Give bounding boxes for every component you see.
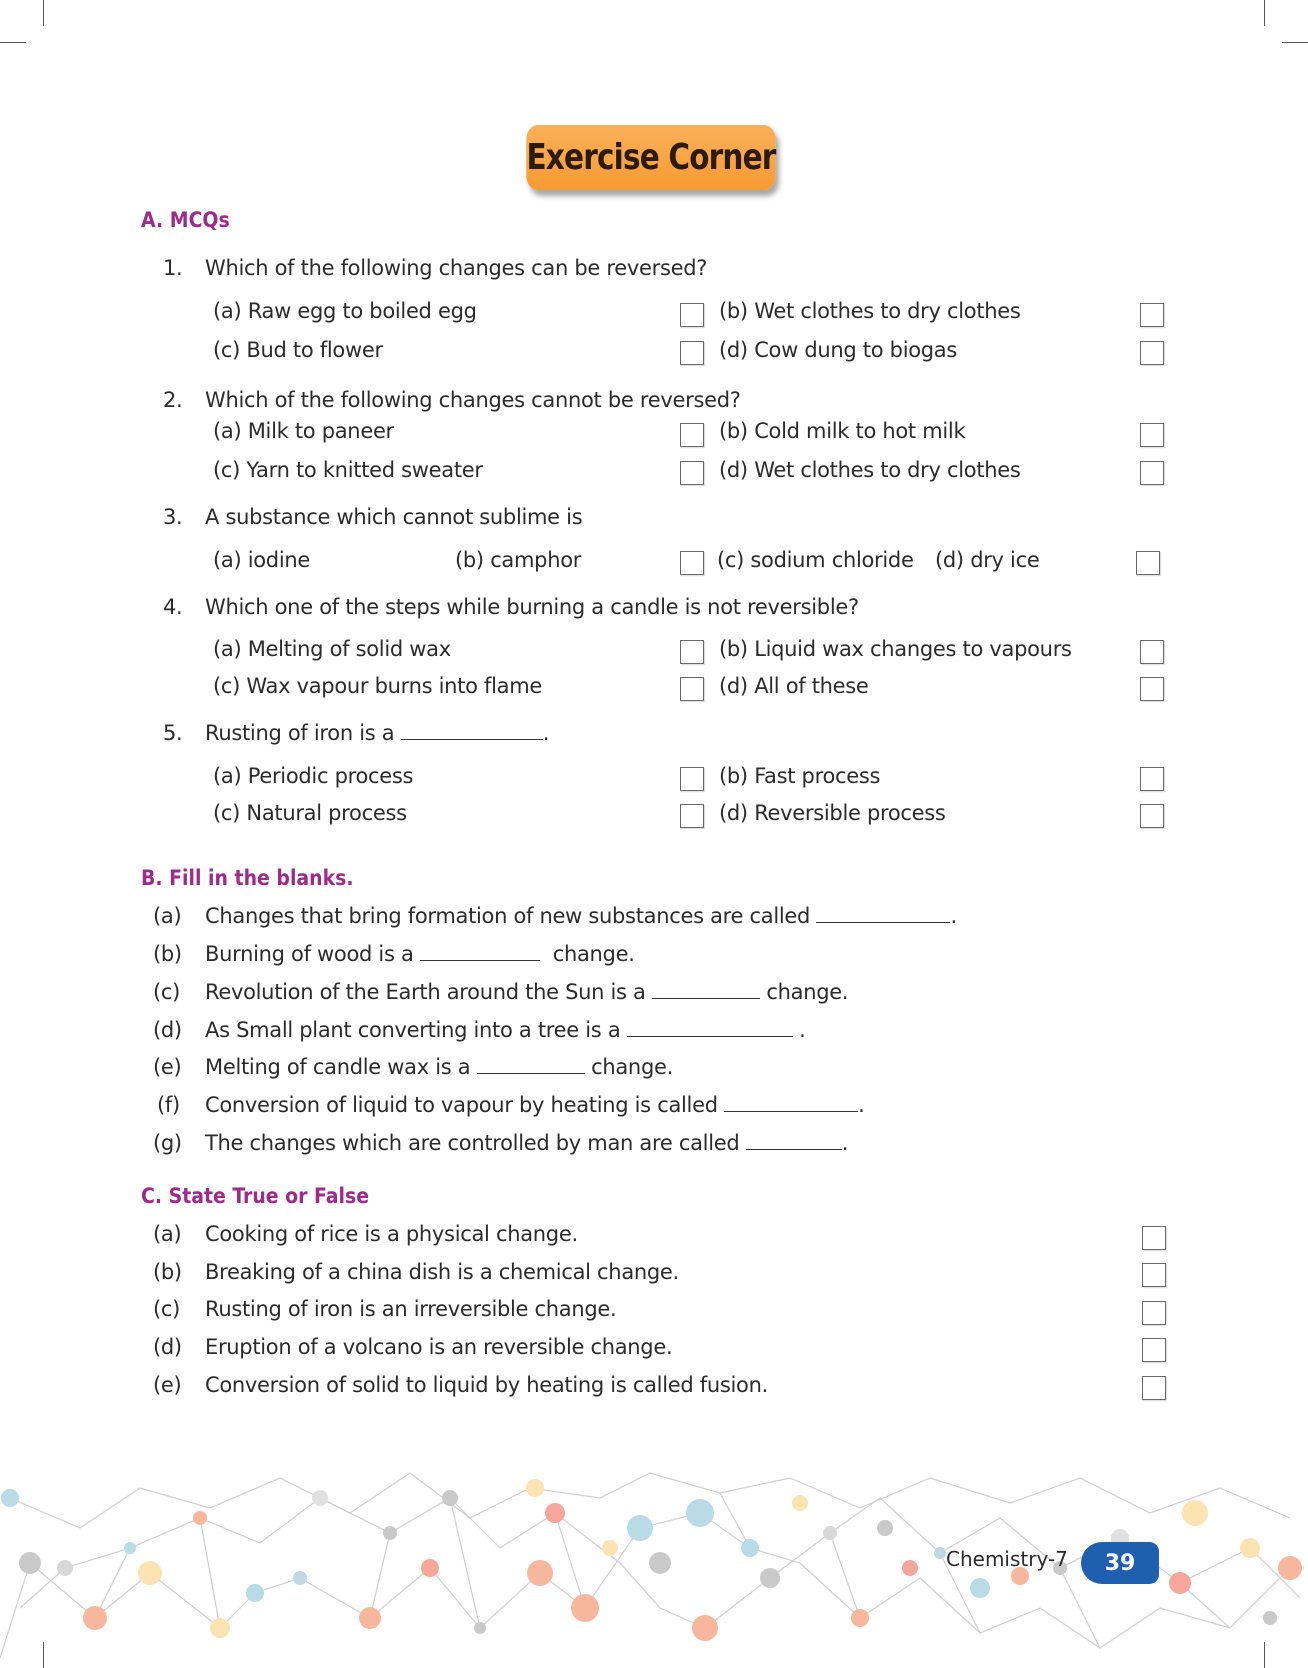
option-label: (c) Bud to flower [213,338,383,362]
option-label: (c) Natural process [213,801,407,825]
answer-blank[interactable] [816,904,950,923]
option-label: (c) sodium chloride [717,548,914,572]
answer-checkbox[interactable] [1140,461,1164,485]
option-label: (a) Raw egg to boiled egg [213,299,477,323]
section-c-heading: C. State True or False [141,1184,370,1208]
item-label: (c) [153,980,181,1004]
option-label: (c) Wax vapour burns into flame [213,674,542,698]
option-label: (c) Yarn to knitted sweater [213,458,483,482]
fill-blank-item: Burning of wood is a change. [205,942,635,966]
fill-blank-item: Changes that bring formation of new substances are called . [205,904,957,928]
option-label: (b) Fast process [719,764,881,788]
question-text: Rusting of iron is a . [205,721,550,745]
option-label: (d) Wet clothes to dry clothes [719,458,1021,482]
answer-checkbox[interactable] [1142,1226,1166,1250]
item-label: (g) [153,1131,182,1155]
answer-blank[interactable] [401,721,543,740]
question-number: 5. [163,721,183,745]
item-label: (e) [153,1373,182,1397]
crop-mark [0,42,26,43]
option-label: (a) Milk to paneer [213,419,394,443]
answer-checkbox[interactable] [1142,1301,1166,1325]
answer-checkbox[interactable] [1142,1338,1166,1362]
answer-checkbox[interactable] [1140,303,1164,327]
fill-blank-item: The changes which are controlled by man are called . [205,1131,849,1155]
crop-mark [43,0,44,26]
answer-checkbox[interactable] [1140,767,1164,791]
fill-blank-item: Melting of candle wax is a change. [205,1055,673,1079]
question-text: Which of the following changes can be reversed? [205,256,708,280]
crop-mark [1264,0,1265,26]
page-title: Exercise Corner [526,125,775,190]
option-label: (d) Reversible process [719,801,946,825]
statement-text: Rusting of iron is an irreversible change. [205,1297,617,1321]
fill-blank-item: Conversion of liquid to vapour by heating is called . [205,1093,865,1117]
question-number: 4. [163,595,183,619]
section-a-heading: A. MCQs [141,208,230,232]
item-label: (b) [153,942,182,966]
answer-checkbox[interactable] [680,423,704,447]
item-label: (c) [153,1297,181,1321]
answer-checkbox[interactable] [680,461,704,485]
statement-text: Cooking of rice is a physical change. [205,1222,578,1246]
option-label: (b) Wet clothes to dry clothes [719,299,1021,323]
answer-checkbox[interactable] [680,640,704,664]
item-label: (b) [153,1260,182,1284]
question-text: Which one of the steps while burning a candle is not reversible? [205,595,859,619]
question-number: 3. [163,505,183,529]
question-text: A substance which cannot sublime is [205,505,583,529]
answer-checkbox[interactable] [1136,551,1160,575]
page-number: 39 [1081,1542,1159,1584]
item-label: (d) [153,1018,182,1042]
item-label: (f) [157,1093,180,1117]
answer-blank[interactable] [746,1131,842,1150]
answer-blank[interactable] [652,980,760,999]
answer-checkbox[interactable] [680,677,704,701]
fill-blank-item: As Small plant converting into a tree is a . [205,1018,806,1042]
option-label: (a) Melting of solid wax [213,637,451,661]
crop-mark [1282,42,1308,43]
statement-text: Breaking of a china dish is a chemical change. [205,1260,679,1284]
option-label: (b) Cold milk to hot milk [719,419,966,443]
answer-checkbox[interactable] [680,341,704,365]
answer-checkbox[interactable] [680,303,704,327]
item-label: (a) [153,1222,182,1246]
answer-checkbox[interactable] [1140,640,1164,664]
answer-checkbox[interactable] [680,804,704,828]
option-label: (d) All of these [719,674,869,698]
footer-subject: Chemistry-7 [946,1547,1068,1571]
answer-checkbox[interactable] [1140,341,1164,365]
item-label: (a) [153,904,182,928]
answer-blank[interactable] [420,942,540,961]
option-label: (a) Periodic process [213,764,414,788]
answer-checkbox[interactable] [680,767,704,791]
answer-checkbox[interactable] [1140,677,1164,701]
question-number: 1. [163,256,183,280]
item-label: (e) [153,1055,182,1079]
option-label: (d) Cow dung to biogas [719,338,958,362]
answer-checkbox[interactable] [680,551,704,575]
answer-blank[interactable] [477,1055,585,1074]
answer-checkbox[interactable] [1140,804,1164,828]
question-number: 2. [163,388,183,412]
statement-text: Conversion of solid to liquid by heating is called fusion. [205,1373,768,1397]
answer-checkbox[interactable] [1142,1263,1166,1287]
option-label: (b) camphor [455,548,582,572]
answer-checkbox[interactable] [1140,423,1164,447]
option-label: (d) dry ice [935,548,1040,572]
fill-blank-item: Revolution of the Earth around the Sun is a change. [205,980,849,1004]
section-b-heading: B. Fill in the blanks. [141,866,354,890]
question-text: Which of the following changes cannot be reversed? [205,388,741,412]
answer-blank[interactable] [724,1093,858,1112]
answer-blank[interactable] [627,1018,793,1037]
answer-checkbox[interactable] [1142,1376,1166,1400]
statement-text: Eruption of a volcano is an reversible change. [205,1335,673,1359]
item-label: (d) [153,1335,182,1359]
option-label: (a) iodine [213,548,311,572]
option-label: (b) Liquid wax changes to vapours [719,637,1072,661]
